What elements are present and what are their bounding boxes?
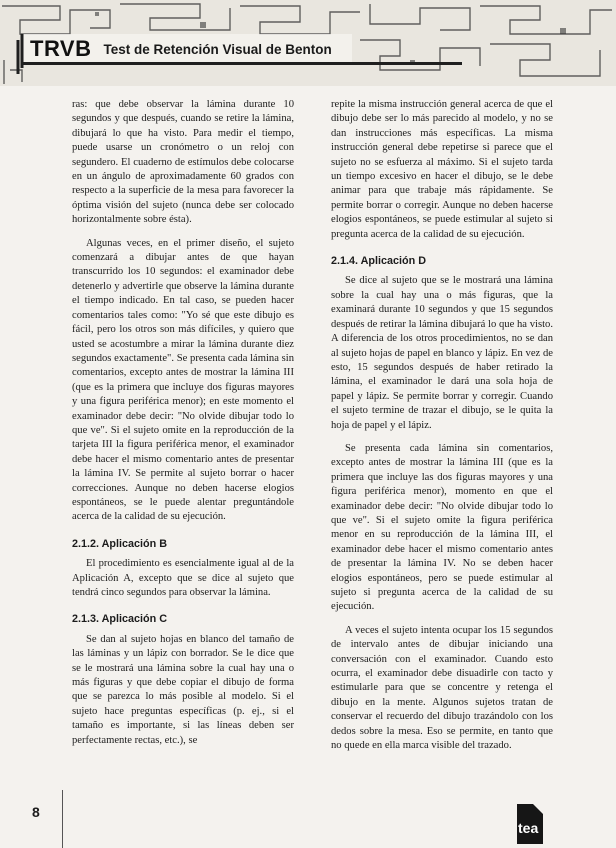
paragraph: Se dan al sujeto hojas en blanco del tamaño de las láminas y un lápiz con borrador. Se le dice que se le mostrará una lámina sobre la cual hay una o más figuras y que debe copiar el dibujo de forma que se parezca lo más posible al modelo. Si el sujeto hace preguntas específicas (p. ej., si el tamaño es importante, si las líneas deben ser perfectamente rectas, etc.), se: [72, 633, 294, 746]
section-heading-application-d: 2.1.4. Aplicación D: [331, 255, 427, 268]
header-band: [0, 0, 616, 86]
trvb-logo: TRVB: [30, 36, 92, 61]
section-heading-application-b: 2.1.2. Aplicación B: [72, 537, 168, 550]
paragraph: Se dice al sujeto que se le mostrará una lámina sobre la cual hay una o más figuras, que la examinará durante 10 segundos y que 15 segundos después de retirar la lámina dibujará lo que ha visto. A diferencia de los otros procedimientos, no se dan al sujeto hojas de papel en blanco y lápiz. En vez de esto, 15 segundos después de haber retirado la lámina, el examinador le dará una sola hoja de papel y lápiz. Se permite borrar y corregir. Cuando el sujeto termine de trazar el dibujo, se le quita la hoja de papel y el lápiz.: [331, 275, 553, 431]
header-title: [30, 36, 332, 62]
test-title: Test de Retención Visual de Benton: [103, 41, 332, 57]
paragraph: El procedimiento es esencialmente igual al de la Aplicación A, excepto que se dice al sujeto que tendrá cinco segundos para observar la lámina.: [72, 558, 294, 598]
page-number: 8: [32, 804, 40, 820]
left-column: [72, 98, 294, 757]
right-column: [331, 98, 553, 762]
paragraph: ras: que debe observar la lámina durante 10 segundos y que después, cuando se retire la lámina, dibujará lo que ha visto. Para medir el tiempo, puede usarse un cronómetro o un reloj con segundero. El cuaderno de estímulos debe colocarse en un ángulo de aproximadamente 60 grados con respecto a la superficie de la mesa para favorecer la óptima visión del sujeto (nunca debe ser colocado horizontalmente sobre ésta).: [72, 99, 294, 226]
page-divider: [62, 790, 63, 848]
paragraph: A veces el sujeto intenta ocupar los 15 segundos de intervalo antes de dibujar iniciando una conversación con el examinador. Cuando esto ocurra, el examinador debe disuadirle con tacto y estimularle para que se concentre y retenga el dibujo en la mente. Algunos sujetos tratan de conservar el recuerdo del dibujo trazándolo con los dedos sobre la mesa. Eso se permite, en tanto que no quede en ella marca visible del trazado.: [331, 624, 553, 752]
publisher-name: tea: [518, 820, 539, 836]
section-heading-application-c: 2.1.3. Aplicación C: [72, 613, 168, 626]
paragraph: Algunas veces, en el primer diseño, el sujeto comenzará a dibujar antes de que hayan transcurrido los 10 segundos: el examinador debe detenerlo y advertirle que observe la lámina durante el tiempo indicado. En tal caso, se pueden hacer comentarios tales como: "Yo sé que este dibujo es fácil, pero los otros son más difíciles, y quiero que usted se acostumbre a mirar la lámina durante diez segundos exactamente". Se presenta cada lámina sin comentarios, excepto antes de mostrar la lámina III (que es la primera que incluye dos figuras mayores y una figura periférica menor); en este momento el examinador debe decir: "No olvide dibujar todo lo que ve". Si el sujeto omite en la reproducción de la tarjeta III la figura periférica menor, el examinador debe hacer el mismo comentario antes de presentar la lámina IV. Se permite al sujeto borrar o hacer correcciones. Aunque no deben hacerse elogios espontáneos, se le puede alentar preguntándole acerca de la calidad de su ejecución.: [72, 237, 294, 523]
paragraph: repite la misma instrucción general acerca de que el dibujo debe ser lo más parecido al modelo, y no se dan instrucciones más específicas. La misma instrucción general debe repetirse si parece que el sujeto no se esfuerza al máximo. Si el sujeto tarda un tiempo excesivo en hacer el dibujo, se le debe animar para que trabaje más rápidamente. Se permite borrar o corregir. Aunque no deben hacerse elogios espontáneos, se puede estimular al sujeto si pregunta acerca de la calidad de su ejecución.: [331, 99, 553, 240]
paragraph: Se presenta cada lámina sin comentarios, excepto antes de mostrar la lámina III (que es la primera que incluye las dos figuras mayores y una figura periférica menor), momento en que el examinador debe decir: "No olvide dibujar todo lo que ve". Si el sujeto omite la figura periférica menor en su reproducción de la lámina III, el examinador debe hacer el mismo comentario antes de presentar la lámina IV. No se deben hacer elogios espontáneos, pero se puede estimular al sujeto si pregunta acerca de la calidad de su ejecución.: [331, 442, 553, 613]
